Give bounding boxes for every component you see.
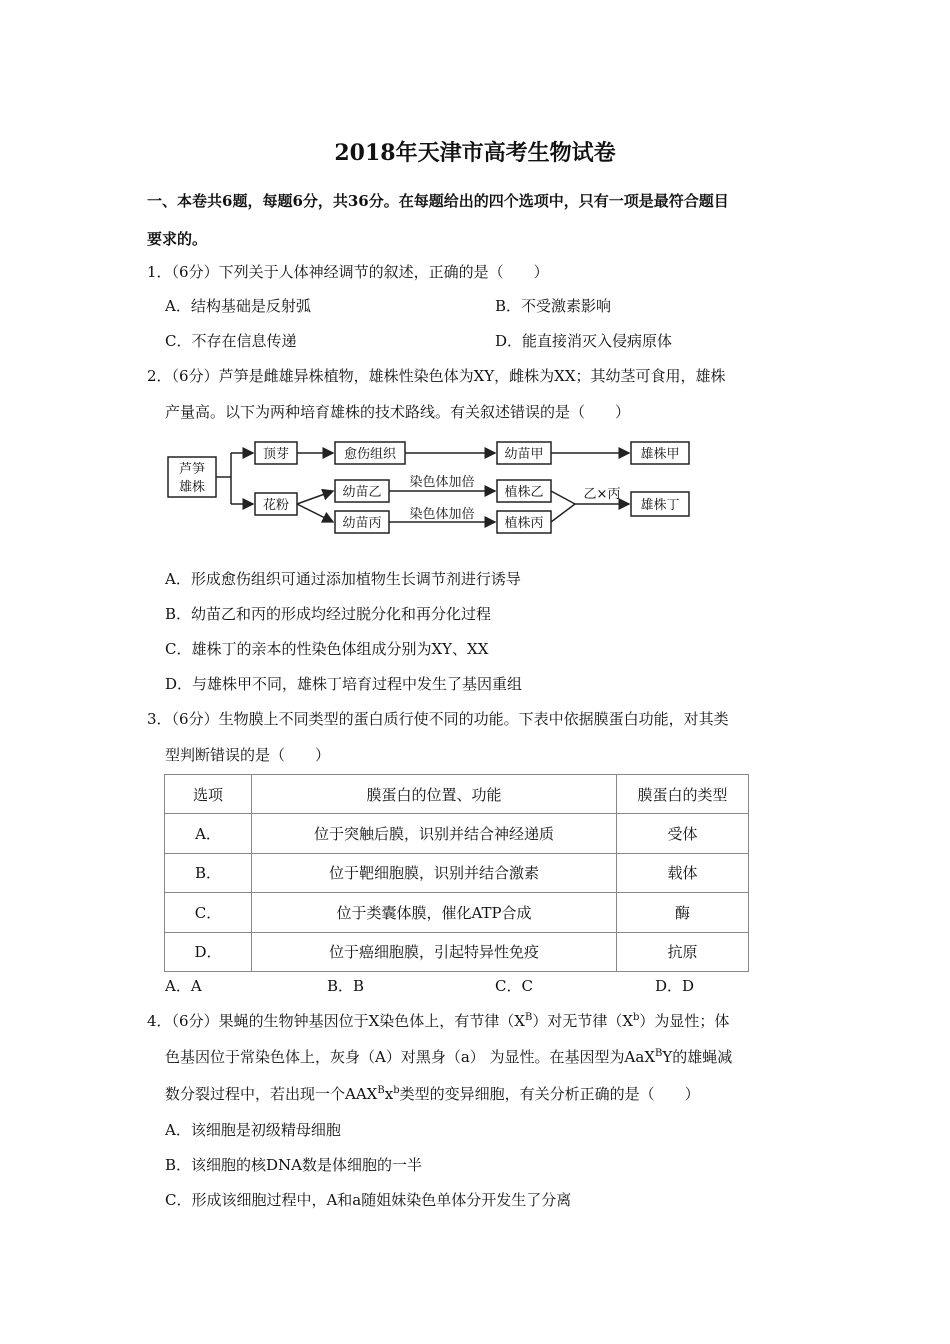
q2-option-b: B．幼苗乙和丙的形成均经过脱分化和再分化过程 xyxy=(165,605,492,623)
q4-line2-superscript: B xyxy=(655,1048,663,1059)
label-callus: 愈伤组织 xyxy=(343,447,397,462)
q3-option-c: C．C xyxy=(495,977,533,995)
page-title: 2018年天津市高考生物试卷 xyxy=(334,140,616,166)
q2-option-a: A．形成愈伤组织可通过添加植物生长调节剂进行诱导 xyxy=(165,570,521,588)
label-seedling-jia: 幼苗甲 xyxy=(504,447,544,462)
section-heading-line1: 一、本卷共6题，每题6分，共36分。在每题给出的四个选项中，只有一项是最符合题目 xyxy=(147,192,729,210)
table-cell: 位于类囊体膜，催化ATP合成 xyxy=(252,893,617,932)
label-doubling-1: 染色体加倍 xyxy=(409,475,475,490)
table-header-row xyxy=(165,775,749,814)
q4-line3-superscript-1: B xyxy=(377,1085,385,1096)
table-cell: C． xyxy=(165,893,252,932)
q1-option-d: D．能直接消灭入侵病原体 xyxy=(495,332,673,350)
section-heading-line2: 要求的。 xyxy=(147,230,208,248)
q3-option-b: B．B xyxy=(327,977,365,995)
q4-line1-superscript-1: B xyxy=(524,1012,533,1023)
q4-line1-text-b: ）对无节律（X xyxy=(532,1012,633,1030)
table-row xyxy=(165,853,749,892)
label-seedling-bing: 幼苗丙 xyxy=(342,516,382,531)
table-header-cell: 膜蛋白的类型 xyxy=(617,775,749,814)
table-cell: 位于癌细胞膜，引起特异性免疫 xyxy=(252,932,617,971)
q4-option-c: C．形成该细胞过程中，A和a随姐妹染色单体分开发生了分离 xyxy=(165,1191,572,1209)
table-cell: 酶 xyxy=(617,893,749,932)
q1-stem: 1．（6分）下列关于人体神经调节的叙述，正确的是（ ） xyxy=(147,263,549,281)
q2-stem-line2: 产量高。以下为两种培育雄株的技术路线。有关叙述错误的是（ ） xyxy=(165,403,631,421)
q4-line3-text-a: 数分裂过程中，若出现一个AAX xyxy=(165,1085,378,1103)
q3-option-a: A．A xyxy=(165,977,202,995)
q4-stem-line3 xyxy=(165,1083,700,1104)
q4-line3-superscript-2: b xyxy=(393,1085,400,1096)
table-row xyxy=(165,814,749,853)
label-bud: 顶芽 xyxy=(262,447,290,462)
breeding-route-diagram xyxy=(165,430,695,540)
q4-stem-line1 xyxy=(147,1010,729,1031)
label-plant-bing: 植株丙 xyxy=(504,516,544,531)
table-cell: B． xyxy=(165,853,252,892)
table-header-cell: 膜蛋白的位置、功能 xyxy=(252,775,617,814)
q4-line1-text-c: ）为显性；体 xyxy=(639,1012,730,1030)
q4-option-b: B．该细胞的核DNA数是体细胞的一半 xyxy=(165,1156,423,1174)
table-cell: D． xyxy=(165,932,252,971)
label-source-2: 雄株 xyxy=(178,480,206,495)
q1-option-c: C．不存在信息传递 xyxy=(165,332,297,350)
table-cell: 载体 xyxy=(617,853,749,892)
label-male-ding: 雄株丁 xyxy=(640,498,680,513)
q1-option-b: B．不受激素影响 xyxy=(495,297,612,315)
q1-option-a: A．结构基础是反射弧 xyxy=(165,297,311,315)
q3-option-d: D．D xyxy=(655,977,695,995)
label-male-jia: 雄株甲 xyxy=(640,447,680,462)
table-cell: 受体 xyxy=(617,814,749,853)
q4-line2-text-b: Y的雄蝇减 xyxy=(662,1048,733,1066)
table-row xyxy=(165,932,749,971)
q4-line3-text-b: x xyxy=(384,1085,394,1103)
q4-line2-text-a: 色基因位于常染色体上，灰身（A）对黑身（a） 为显性。在基因型为AaX xyxy=(165,1048,656,1066)
table-header-cell: 选项 xyxy=(165,775,252,814)
label-cross: 乙×丙 xyxy=(583,487,621,502)
table-cell: 位于靶细胞膜，识别并结合激素 xyxy=(252,853,617,892)
table-cell: 位于突触后膜，识别并结合神经递质 xyxy=(252,814,617,853)
q3-stem-line1: 3．（6分）生物膜上不同类型的蛋白质行使不同的功能。下表中依据膜蛋白功能，对其类 xyxy=(147,710,729,728)
q2-option-c: C．雄株丁的亲本的性染色体组成分别为XY、XX xyxy=(165,640,489,658)
q4-option-a: A．该细胞是初级精母细胞 xyxy=(165,1121,341,1139)
label-pollen: 花粉 xyxy=(262,498,290,513)
table-cell: 抗原 xyxy=(617,932,749,971)
q4-line1-superscript-2: b xyxy=(633,1012,640,1023)
q3-stem-line2: 型判断错误的是（ ） xyxy=(165,746,331,764)
q4-line1-text-a: 4．（6分）果蝇的生物钟基因位于X染色体上，有节律（X xyxy=(147,1012,525,1030)
q2-stem-line1: 2．（6分）芦笋是雌雄异株植物，雄株性染色体为XY，雌株为XX；其幼茎可食用，雄株 xyxy=(147,367,726,385)
label-source-1: 芦笋 xyxy=(178,462,206,477)
label-plant-yi: 植株乙 xyxy=(504,485,544,500)
table-cell: A． xyxy=(165,814,252,853)
label-seedling-yi: 幼苗乙 xyxy=(342,485,382,500)
q2-option-d: D．与雄株甲不同，雄株丁培育过程中发生了基因重组 xyxy=(165,675,523,693)
table-row xyxy=(165,893,749,932)
q4-stem-line2 xyxy=(165,1046,732,1067)
membrane-protein-table xyxy=(164,774,749,972)
label-doubling-2: 染色体加倍 xyxy=(409,507,475,522)
q4-line3-text-c: 类型的变异细胞，有关分析正确的是（ ） xyxy=(399,1085,700,1103)
